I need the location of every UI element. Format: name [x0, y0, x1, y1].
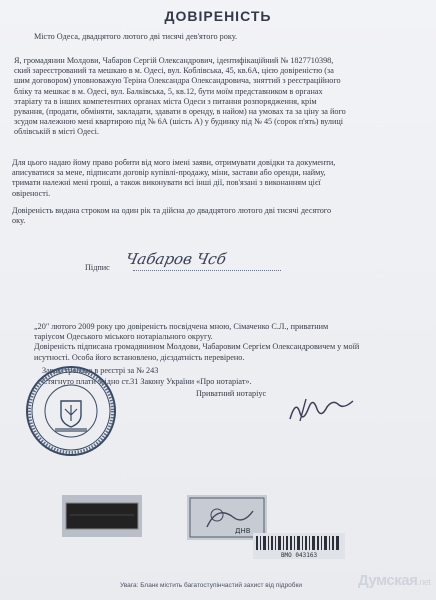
para-line: тримати належні мені гроші, а також виконувати всі інші дії, пов'язані з виконанням цієї — [12, 178, 321, 188]
hologram-sticker — [62, 495, 142, 537]
para-line: облівській в місті Одесі. — [14, 127, 99, 137]
watermark-suffix: .net — [417, 577, 431, 587]
barcode-number: ВМО 043163 — [280, 552, 318, 559]
registry-number: Зареєстровано в реєстрі за № 243 — [42, 366, 159, 375]
paragraph-principal — [14, 56, 346, 138]
notary-signature — [284, 393, 360, 427]
paragraph-validity — [12, 206, 331, 226]
para-line: Довіреність видана строком на один рік та дійсна до двадцятого лютого дві тисячі десятого — [12, 206, 332, 215]
para-line: Я, громадянин Молдови, Чабаров Сергій Олександрович, ідентифікаційний № 1827710398, — [14, 56, 334, 65]
para-line: аписуватися за мене, підписати договір купівлі-продажу, міни, застави або оренди, найму, — [12, 168, 326, 178]
para-line: таріусом Одеського міського нотаріального округу. — [34, 332, 213, 342]
para-line: рування, (продати, обміняти, закладати, здавати в оренду, в найом) на умовах та за ціну за його — [14, 107, 346, 117]
para-line: Довіреність підписана громадянином Молдови, Чабаровим Сергієм Олександровичем у моїй — [34, 342, 360, 352]
barcode — [253, 533, 345, 559]
paragraph-powers — [12, 158, 335, 199]
notary-certification — [34, 322, 359, 363]
document-title: ДОВІРЕНІСТЬ — [164, 8, 272, 24]
stamp-label: ДНВ — [235, 527, 251, 535]
para-line: шим договором) уповноважую Теріна Олександра Олександровича, зняттий з реєстраційного — [14, 76, 341, 86]
para-line: этаріату та в інших компетентних органах міста Одеси з питання розпорядження, крім — [14, 96, 317, 106]
signature-label: Підпис — [85, 263, 110, 272]
principal-signature: Чабаров Чсб — [124, 250, 228, 268]
para-line: овіреності. — [12, 188, 51, 198]
para-line: ский зареєстрований та мешкаю в м. Одесі, вул. Коблівська, 45, кв.6А, цією довіреністю (за — [14, 66, 334, 76]
payment-note: Стягнуто плати згідно ст.31 Закону України «Про нотаріат». — [42, 377, 252, 386]
para-line: зсудом належною мені квартирою під № 6А (шість А) у будинку під № 45 (сорок п'ять) вулиці — [14, 117, 344, 127]
security-footer: Увага: Бланк містить багатоступінчастий захист від підробки — [120, 582, 302, 589]
para-line: Для цього надаю йому право робити від мого імені заяви, отримувати довідки та документи, — [12, 158, 336, 167]
para-line: оку. — [12, 216, 26, 226]
signature-line — [133, 270, 281, 271]
para-line: бліку та мешкає в м. Одесі, вул. Балківська, 5, кв.12, бути моїм представником в органах — [14, 86, 323, 96]
notary-seal — [25, 365, 117, 457]
para-line: „20" лютого 2009 року цю довіреність посвідчена мною, Сімаченко С.Л., приватним — [34, 322, 329, 331]
watermark — [358, 572, 430, 589]
watermark-text: Думская — [358, 572, 418, 589]
para-line: исутності. Особа його встановлено, дієздатність перевірено. — [34, 352, 245, 362]
place-date-line: Місто Одеса, двадцятого лютого дві тисячі дев'ятого року. — [34, 32, 238, 41]
notary-title: Приватний нотаріус — [196, 389, 267, 398]
